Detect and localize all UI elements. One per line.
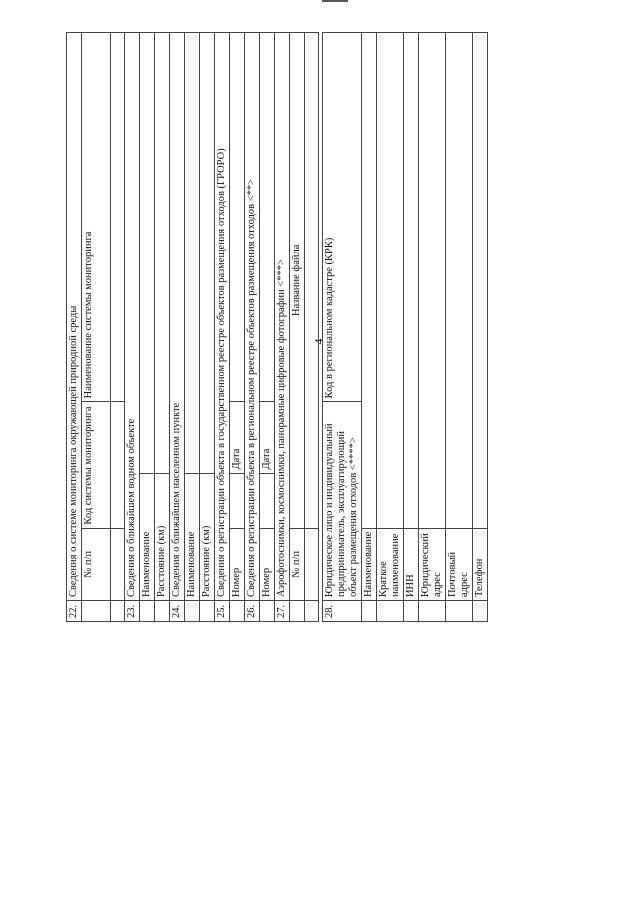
col-name: Наименование системы мониторинга (82, 33, 111, 402)
top-mark (322, 0, 348, 2)
row-num: 24. (170, 601, 185, 622)
rotated-table (66, 32, 582, 622)
row-title: Сведения о регистрации объекта в региональном реестре объектов размещения отходов <**> (245, 33, 260, 601)
row-22-title (67, 33, 82, 622)
row-num: 23. (125, 601, 140, 622)
field-label: Наименование (185, 473, 200, 600)
row-28-field-1 (377, 33, 404, 622)
row-title: Аэрофотоснимки, космоснимки, панорамные цифровые фотографии <***> (275, 33, 290, 601)
code-krk-label: Код в региональном кадастре (КРК) (323, 33, 362, 402)
field-label: Краткое наименование (377, 528, 404, 600)
field-value[interactable] (377, 33, 404, 529)
field-label: Дата (230, 402, 245, 473)
row-27-empty (305, 33, 319, 622)
row-title: Сведения о системе мониторинга окружающей природной среды (67, 33, 82, 601)
row-title: Сведения о регистрации объекта в государственном реестре объектов размещения отходов (ГРОРО) (215, 33, 230, 601)
row-num: 25. (215, 601, 230, 622)
row-26-title (245, 33, 260, 622)
col-code: Код системы мониторинга (82, 402, 111, 528)
row-22-header (82, 33, 111, 622)
field-label: Наименование (362, 528, 377, 600)
row-24-title (170, 33, 185, 622)
row-28-field-3 (419, 33, 446, 622)
field-value[interactable] (185, 33, 200, 474)
row-title: Сведения о ближайшем водном объекте (125, 33, 140, 601)
field-value[interactable] (473, 33, 488, 529)
row-title: Юридическое лицо и индивидуальный предприниматель, эксплуатирующий объект размещения отходов <****> (323, 402, 362, 601)
col-number: № п/п (82, 528, 111, 600)
row-num: 22. (67, 601, 82, 622)
field-value[interactable] (260, 33, 275, 402)
field-value[interactable] (230, 473, 245, 528)
col-file-name: Название файла (290, 33, 305, 529)
field-value[interactable] (419, 33, 446, 529)
field-value[interactable] (446, 33, 473, 529)
row-25-title (215, 33, 230, 622)
field-label: Почтовый адрес (446, 528, 473, 600)
row-28-field-0 (362, 33, 377, 622)
row-num: 27. (275, 601, 290, 622)
row-27-title (275, 33, 290, 622)
rotated-table-wrapper (66, 32, 582, 622)
row-28-field-2 (404, 33, 419, 622)
row-28-title (323, 33, 362, 622)
row-28-field-4 (446, 33, 473, 622)
field-value[interactable] (260, 473, 275, 528)
row-26-fields (260, 33, 275, 622)
row-28-field-5 (473, 33, 488, 622)
field-value[interactable] (362, 33, 377, 529)
field-label: Юридический адрес (419, 528, 446, 600)
field-label: ИНН (404, 528, 419, 600)
field-value[interactable] (140, 33, 155, 474)
field-label: Телефон (473, 528, 488, 600)
row-24-distance (200, 33, 215, 622)
field-label: Расстояние (км) (200, 473, 215, 600)
field-label: Номер (230, 528, 245, 600)
row-27-header (290, 33, 305, 622)
row-24-name (185, 33, 200, 622)
field-label: Наименование (140, 473, 155, 600)
field-label: Расстояние (км) (155, 473, 170, 600)
form-table (66, 32, 488, 622)
field-label: Номер (260, 528, 275, 600)
row-23-distance (155, 33, 170, 622)
row-num: 28. (323, 601, 362, 622)
row-23-title (125, 33, 140, 622)
page-number: 4 (311, 338, 326, 345)
col-number: № п/п (290, 528, 305, 600)
row-23-name (140, 33, 155, 622)
field-value[interactable] (404, 33, 419, 529)
field-value[interactable] (230, 33, 245, 402)
row-title: Сведения о ближайшем населенном пункте (170, 33, 185, 601)
field-label: Дата (260, 402, 275, 473)
field-value[interactable] (200, 33, 215, 474)
row-num: 26. (245, 601, 260, 622)
row-25-fields (230, 33, 245, 622)
row-22-empty (111, 33, 125, 622)
field-value[interactable] (155, 33, 170, 474)
